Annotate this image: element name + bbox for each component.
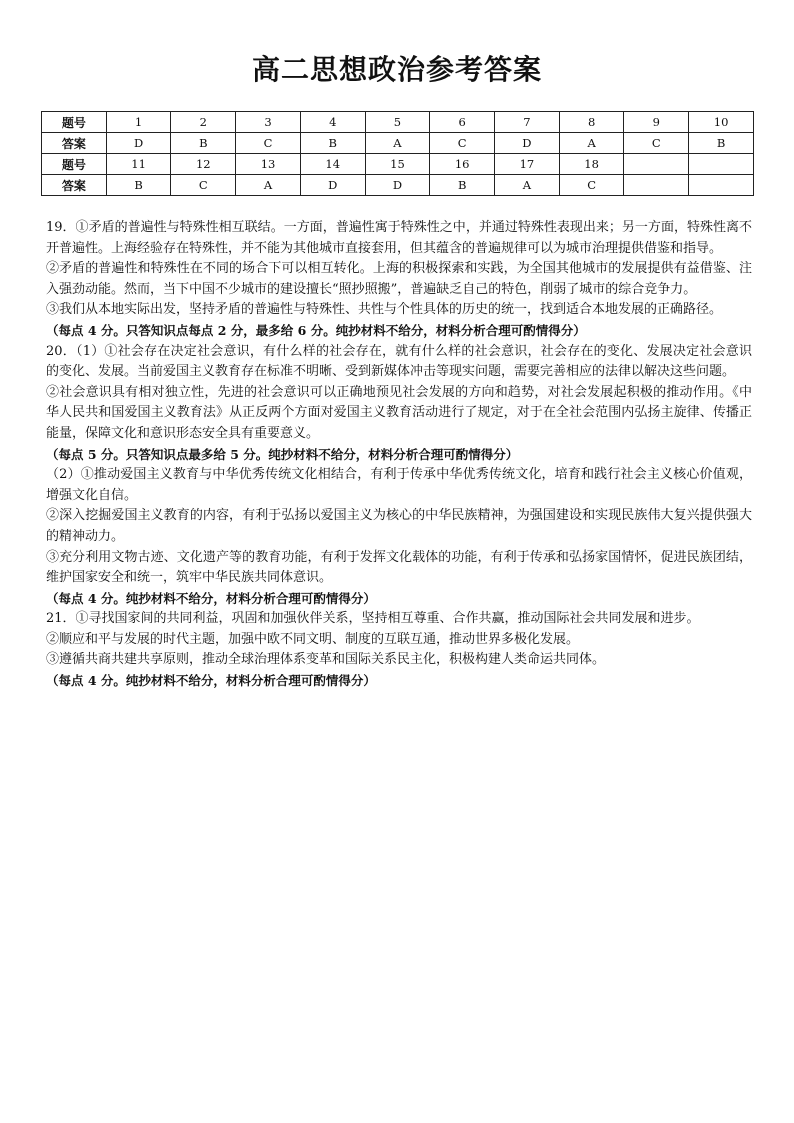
table-cell: B	[106, 175, 171, 196]
page-title: 高二思想政治参考答案	[251, 53, 542, 86]
answer-explanations	[46, 218, 752, 692]
scoring-note-20-2: （每点 4 分。纯抄材料不给分，材料分析合理可酌情得分）	[46, 590, 376, 606]
table-cell: 13	[236, 154, 301, 175]
table-cell: 17	[495, 154, 560, 175]
table-cell: 14	[300, 154, 365, 175]
table-row	[42, 133, 754, 154]
table-cell: 16	[430, 154, 495, 175]
answer-20-2-point-2: ②深入挖掘爱国主义教育的内容，有利于弘扬以爱国主义为核心的中华民族精神，为强国建设和实现民族伟大复兴提供强大的精神动力。	[46, 508, 752, 544]
answer-20-2-point-3: ③充分利用文物古迹、文化遗产等的教育功能，有利于发挥文化载体的功能，有利于传承和弘扬家国情怀，促进民族团结，维护国家安全和统一，筑牢中华民族共同体意识。	[46, 549, 752, 586]
answer-19-point-1: 19．①矛盾的普遍性与特殊性相互联结。一方面，普遍性寓于特殊性之中，并通过特殊性表现出来；另一方面，特殊性离不开普遍性。上海经验存在特殊性，并不能为其他城市直接套用，但其蕴含的普遍规律可以为城市治理提供借鉴和指导。	[46, 220, 752, 256]
table-cell: C	[171, 175, 236, 196]
table-cell: B	[689, 133, 754, 154]
answer-19-point-2: ②矛盾的普遍性和特殊性在不同的场合下可以相互转化。上海的积极探索和实践，为全国其他城市的发展提供有益借鉴、注入强劲动能。然而，当下中国不少城市的建设擅长“照抄照搬”，普遍缺乏自己的特色，削弱了城市的综合竞争力。	[46, 261, 752, 297]
table-cell: A	[236, 175, 301, 196]
table-cell: 10	[689, 112, 754, 133]
table-cell: A	[559, 133, 624, 154]
row-label-answer: 答案	[42, 133, 107, 154]
answer-21-point-3: ③遵循共商共建共享原则，推动全球治理体系变革和国际关系民主化，积极构建人类命运共同体。	[46, 652, 606, 668]
table-cell: D	[300, 175, 365, 196]
table-cell	[689, 175, 754, 196]
table-cell: A	[365, 133, 430, 154]
scoring-note-19: （每点 4 分。只答知识点每点 2 分，最多给 6 分。纯抄材料不给分，材料分析合理可酌情得分）	[46, 322, 586, 338]
table-cell: C	[559, 175, 624, 196]
table-cell: D	[365, 175, 430, 196]
answer-20-1-point-1: 20．（1）①社会存在决定社会意识，有什么样的社会存在，就有什么样的社会意识，社会存在的变化、发展决定社会意识的变化、发展。当前爱国主义教育存在标准不明晰、受到新媒体冲击等现实问题，需要完善相应的法律以解决这些问题。	[46, 343, 752, 380]
table-cell: 15	[365, 154, 430, 175]
table-cell: 5	[365, 112, 430, 133]
table-cell	[624, 154, 689, 175]
table-cell: B	[171, 133, 236, 154]
table-row	[42, 112, 754, 133]
table-cell: A	[495, 175, 560, 196]
row-label-answer: 答案	[42, 175, 107, 196]
table-cell: C	[236, 133, 301, 154]
table-cell: B	[300, 133, 365, 154]
row-label-question: 题号	[42, 112, 107, 133]
table-cell: D	[106, 133, 171, 154]
table-cell: 12	[171, 154, 236, 175]
table-cell: 7	[495, 112, 560, 133]
table-cell: 18	[559, 154, 624, 175]
table-cell: 11	[106, 154, 171, 175]
scoring-note-20-1: （每点 5 分。只答知识点最多给 5 分。纯抄材料不给分，材料分析合理可酌情得分）	[46, 446, 519, 462]
table-cell: 2	[171, 112, 236, 133]
table-cell: 3	[236, 112, 301, 133]
table-cell: C	[624, 133, 689, 154]
table-cell: B	[430, 175, 495, 196]
answer-key-table	[41, 111, 754, 196]
table-cell	[689, 154, 754, 175]
answer-21-point-2: ②顺应和平与发展的时代主题，加强中欧不同文明、制度的互联互通，推动世界多极化发展。	[46, 631, 580, 647]
table-cell: 8	[559, 112, 624, 133]
table-cell: 4	[300, 112, 365, 133]
table-cell	[624, 175, 689, 196]
row-label-question: 题号	[42, 154, 107, 175]
table-cell: 1	[106, 112, 171, 133]
table-cell: D	[495, 133, 560, 154]
answer-20-1-point-2: ②社会意识具有相对独立性，先进的社会意识可以正确地预见社会发展的方向和趋势，对社会发展起积极的推动作用。《中华人民共和国爱国主义教育法》从正反两个方面对爱国主义教育活动进行了规定，对于在全社会范围内弘扬主旋律、传播正能量，保障文化和意识形态安全具有重要意义。	[46, 384, 752, 441]
answer-19-point-3: ③我们从本地实际出发，坚持矛盾的普遍性与特殊性、共性与个性具体的历史的统一，找到适合本地发展的正确路径。	[46, 302, 723, 318]
table-cell: 6	[430, 112, 495, 133]
scoring-note-21: （每点 4 分。纯抄材料不给分，材料分析合理可酌情得分）	[46, 673, 376, 689]
table-row	[42, 175, 754, 196]
answer-21-point-1: 21．①寻找国家间的共同利益，巩固和加强伙伴关系，坚持相互尊重、合作共赢，推动国际社会共同发展和进步。	[46, 611, 700, 627]
table-cell: C	[430, 133, 495, 154]
table-cell: 9	[624, 112, 689, 133]
table-row	[42, 154, 754, 175]
answer-20-2-point-1: （2）①推动爱国主义教育与中华优秀传统文化相结合，有利于传承中华优秀传统文化，培育和践行社会主义核心价值观，增强文化自信。	[46, 467, 752, 503]
